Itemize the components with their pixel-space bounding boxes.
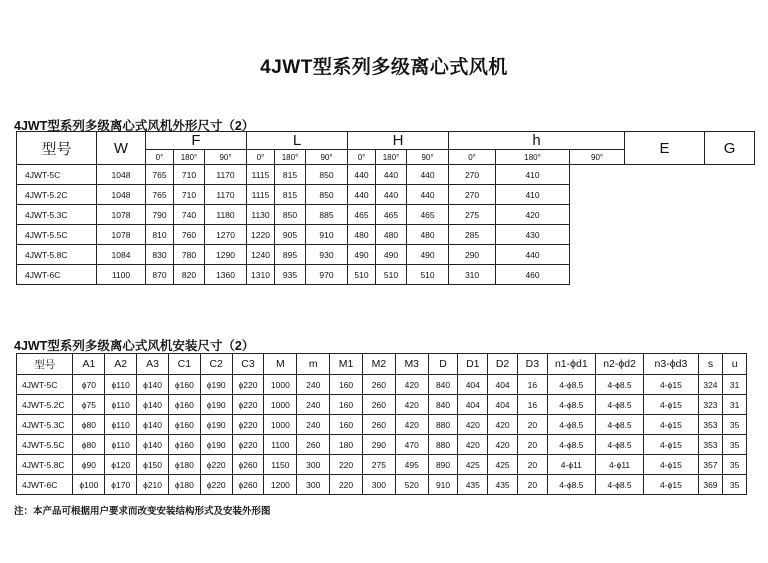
table-cell: 404 xyxy=(458,375,488,395)
table-cell: 420 xyxy=(395,375,428,395)
header-g: G xyxy=(705,132,755,165)
table-cell: 240 xyxy=(297,395,330,415)
table-cell: 465 xyxy=(348,205,376,225)
table-cell: 890 xyxy=(428,455,458,475)
table-cell: 290 xyxy=(449,245,496,265)
table-cell: 404 xyxy=(458,395,488,415)
table-cell: 430 xyxy=(496,225,570,245)
table-cell: 4-ϕ15 xyxy=(644,415,698,435)
table-cell: ϕ110 xyxy=(105,395,137,415)
table-cell: 420 xyxy=(395,415,428,435)
table-cell: 870 xyxy=(146,265,174,285)
table-cell: 4-ϕ8.5 xyxy=(595,435,643,455)
table-cell: ϕ180 xyxy=(168,475,200,495)
table-cell: ϕ220 xyxy=(232,415,264,435)
table-row xyxy=(17,375,747,395)
table-cell: 1240 xyxy=(247,245,275,265)
table-cell: 1170 xyxy=(205,165,247,185)
table-cell: ϕ220 xyxy=(200,455,232,475)
table-cell: 4-ϕ8.5 xyxy=(547,475,595,495)
table-cell: 4-ϕ8.5 xyxy=(595,395,643,415)
table-cell: ϕ140 xyxy=(137,415,169,435)
angle-label: 90° xyxy=(306,150,348,165)
table-cell: 440 xyxy=(376,165,407,185)
footnote: 注：本产品可根据用户要求而改变安装结构形式及安装外形图 xyxy=(14,506,271,517)
table-cell: 760 xyxy=(174,225,205,245)
table-cell: 35 xyxy=(723,475,747,495)
table-cell: 480 xyxy=(348,225,376,245)
table-cell: ϕ80 xyxy=(73,435,105,455)
installation-header-row xyxy=(17,354,747,375)
angle-label: 0° xyxy=(348,150,376,165)
angle-label: 90° xyxy=(205,150,247,165)
table-cell: 520 xyxy=(395,475,428,495)
table-cell: 420 xyxy=(458,435,488,455)
table-cell: 31 xyxy=(723,375,747,395)
table-cell: ϕ220 xyxy=(232,435,264,455)
column-header: C1 xyxy=(168,354,200,375)
table-cell: 930 xyxy=(306,245,348,265)
table-cell: 324 xyxy=(698,375,723,395)
table-cell: 4-ϕ15 xyxy=(644,475,698,495)
table-cell: 465 xyxy=(407,205,449,225)
table-cell: ϕ140 xyxy=(137,435,169,455)
table-row xyxy=(17,245,755,265)
table-cell: 420 xyxy=(458,415,488,435)
table-cell: 270 xyxy=(449,165,496,185)
table-cell: 4-ϕ15 xyxy=(644,435,698,455)
table-cell: 510 xyxy=(348,265,376,285)
table2-caption: 4JWT型系列多级离心式风机安装尺寸（2） xyxy=(14,339,255,353)
column-header: A1 xyxy=(73,354,105,375)
model-cell: 4JWT-5C xyxy=(17,375,73,395)
table-cell: 880 xyxy=(428,435,458,455)
model-cell: 4JWT-5.3C xyxy=(17,205,97,225)
table-row xyxy=(17,265,755,285)
table-cell: 495 xyxy=(395,455,428,475)
table-cell: ϕ90 xyxy=(73,455,105,475)
table-row xyxy=(17,475,747,495)
table-cell: 850 xyxy=(306,185,348,205)
table-cell: 410 xyxy=(496,185,570,205)
column-header: A3 xyxy=(137,354,169,375)
table-cell: 20 xyxy=(517,415,547,435)
table-cell: 180 xyxy=(330,435,363,455)
table-cell: ϕ220 xyxy=(232,395,264,415)
table-cell: 260 xyxy=(362,415,395,435)
table-cell: 1100 xyxy=(97,265,146,285)
model-cell: 4JWT-6C xyxy=(17,265,97,285)
header-l: L xyxy=(247,132,348,150)
angle-label: 180° xyxy=(496,150,570,165)
table-cell: 31 xyxy=(723,395,747,415)
table-cell: ϕ160 xyxy=(168,375,200,395)
table-cell: 260 xyxy=(362,395,395,415)
table-cell: 4-ϕ11 xyxy=(595,455,643,475)
table-cell: 1000 xyxy=(264,375,297,395)
column-header: D1 xyxy=(458,354,488,375)
model-cell: 4JWT-5.8C xyxy=(17,455,73,475)
table-cell: 425 xyxy=(488,455,518,475)
table-cell: ϕ150 xyxy=(137,455,169,475)
table-cell: 420 xyxy=(488,415,518,435)
table-row xyxy=(17,435,747,455)
table-cell: ϕ75 xyxy=(73,395,105,415)
table-cell: 435 xyxy=(458,475,488,495)
column-header: s xyxy=(698,354,723,375)
table-cell: 740 xyxy=(174,205,205,225)
table-cell: 440 xyxy=(376,185,407,205)
table-cell: 1078 xyxy=(97,205,146,225)
table-cell: 160 xyxy=(330,415,363,435)
table-cell: 300 xyxy=(362,475,395,495)
model-cell: 4JWT-5C xyxy=(17,165,97,185)
table-cell: 840 xyxy=(428,375,458,395)
table-cell: 820 xyxy=(174,265,205,285)
table-cell: 35 xyxy=(723,455,747,475)
table-cell: 1000 xyxy=(264,395,297,415)
table-cell: 425 xyxy=(458,455,488,475)
table-cell: 357 xyxy=(698,455,723,475)
table-cell: 240 xyxy=(297,415,330,435)
column-header: M2 xyxy=(362,354,395,375)
model-cell: 4JWT-5.3C xyxy=(17,415,73,435)
angle-label: 90° xyxy=(570,150,625,165)
table-cell: 850 xyxy=(306,165,348,185)
table-cell: 310 xyxy=(449,265,496,285)
table-cell: 220 xyxy=(330,455,363,475)
table-cell: 410 xyxy=(496,165,570,185)
column-header: C3 xyxy=(232,354,264,375)
column-header: A2 xyxy=(105,354,137,375)
table-cell: 1000 xyxy=(264,415,297,435)
table-cell: 20 xyxy=(517,455,547,475)
header-h-upper: H xyxy=(348,132,449,150)
table-row xyxy=(17,185,755,205)
table-cell: 4-ϕ15 xyxy=(644,455,698,475)
table-cell: ϕ110 xyxy=(105,415,137,435)
table-cell: 1048 xyxy=(97,165,146,185)
table-cell: 480 xyxy=(376,225,407,245)
table-cell: 1200 xyxy=(264,475,297,495)
header-h-lower: h xyxy=(449,132,625,150)
table-cell: 1115 xyxy=(247,165,275,185)
model-cell: 4JWT-5.5C xyxy=(17,435,73,455)
table-cell: ϕ160 xyxy=(168,395,200,415)
model-cell: 4JWT-5.5C xyxy=(17,225,97,245)
angle-label: 180° xyxy=(275,150,306,165)
table-cell: 275 xyxy=(362,455,395,475)
table-cell: 16 xyxy=(517,375,547,395)
model-cell: 4JWT-5.8C xyxy=(17,245,97,265)
header-f: F xyxy=(146,132,247,150)
table-cell: 460 xyxy=(496,265,570,285)
table-cell: 240 xyxy=(297,375,330,395)
table-cell: 970 xyxy=(306,265,348,285)
table-cell: ϕ180 xyxy=(168,455,200,475)
table-cell: 1100 xyxy=(264,435,297,455)
table-cell: 275 xyxy=(449,205,496,225)
table-cell: 270 xyxy=(449,185,496,205)
table-cell: ϕ80 xyxy=(73,415,105,435)
table-cell: ϕ110 xyxy=(105,435,137,455)
table-cell: 510 xyxy=(376,265,407,285)
table-cell: 1170 xyxy=(205,185,247,205)
table-cell: ϕ190 xyxy=(200,435,232,455)
angle-label: 0° xyxy=(146,150,174,165)
column-header: M xyxy=(264,354,297,375)
table-cell: 905 xyxy=(275,225,306,245)
table-cell: 160 xyxy=(330,375,363,395)
table-cell: 810 xyxy=(146,225,174,245)
column-header: D3 xyxy=(517,354,547,375)
table-cell: 1270 xyxy=(205,225,247,245)
table-cell: ϕ140 xyxy=(137,395,169,415)
outline-dimensions-table xyxy=(16,131,755,285)
table-cell: ϕ260 xyxy=(232,475,264,495)
table-row xyxy=(17,455,747,475)
table-cell: 4-ϕ8.5 xyxy=(595,375,643,395)
table-row xyxy=(17,225,755,245)
table-cell: 160 xyxy=(330,395,363,415)
table-cell: 20 xyxy=(517,475,547,495)
header-w: W xyxy=(97,132,146,165)
table-cell: 300 xyxy=(297,455,330,475)
table-cell: 4-ϕ8.5 xyxy=(547,435,595,455)
table-cell: 220 xyxy=(330,475,363,495)
table-cell: 404 xyxy=(488,395,518,415)
table-cell: 4-ϕ8.5 xyxy=(547,395,595,415)
table-cell: 1220 xyxy=(247,225,275,245)
table-cell: ϕ220 xyxy=(232,375,264,395)
table-row xyxy=(17,165,755,185)
table-cell: 4-ϕ15 xyxy=(644,375,698,395)
table-cell: ϕ190 xyxy=(200,395,232,415)
table-cell: 300 xyxy=(297,475,330,495)
table-cell: 440 xyxy=(407,185,449,205)
table-cell: ϕ190 xyxy=(200,415,232,435)
table-cell: ϕ110 xyxy=(105,375,137,395)
column-header: M1 xyxy=(330,354,363,375)
column-header: n1-ϕd1 xyxy=(547,354,595,375)
table-cell: 1115 xyxy=(247,185,275,205)
table-cell: 885 xyxy=(306,205,348,225)
table-cell: ϕ160 xyxy=(168,435,200,455)
table-cell: 35 xyxy=(723,415,747,435)
column-header: M3 xyxy=(395,354,428,375)
table-cell: 465 xyxy=(376,205,407,225)
table-cell: 830 xyxy=(146,245,174,265)
table-cell: 480 xyxy=(407,225,449,245)
table-cell: 840 xyxy=(428,395,458,415)
angle-label: 0° xyxy=(247,150,275,165)
angle-label: 90° xyxy=(407,150,449,165)
table-cell: 35 xyxy=(723,435,747,455)
column-header: m xyxy=(297,354,330,375)
table-cell: 815 xyxy=(275,185,306,205)
angle-label: 0° xyxy=(449,150,496,165)
table-cell: 369 xyxy=(698,475,723,495)
table-cell: ϕ190 xyxy=(200,375,232,395)
table-cell: 285 xyxy=(449,225,496,245)
table-cell: 440 xyxy=(348,185,376,205)
angle-label: 180° xyxy=(376,150,407,165)
table-cell: 510 xyxy=(407,265,449,285)
table-cell: 710 xyxy=(174,185,205,205)
table-cell: ϕ160 xyxy=(168,415,200,435)
table-cell: 353 xyxy=(698,415,723,435)
table-cell: 1310 xyxy=(247,265,275,285)
table-cell: ϕ70 xyxy=(73,375,105,395)
table-cell: 260 xyxy=(362,375,395,395)
column-header: 型号 xyxy=(17,354,73,375)
model-cell: 4JWT-5.2C xyxy=(17,185,97,205)
outline-dimensions-body xyxy=(17,165,755,285)
page-title: 4JWT型系列多级离心式风机 xyxy=(260,57,508,78)
table-cell: 1130 xyxy=(247,205,275,225)
table-cell: 910 xyxy=(428,475,458,495)
table-cell: 440 xyxy=(348,165,376,185)
model-cell: 4JWT-5.2C xyxy=(17,395,73,415)
table-cell: ϕ210 xyxy=(137,475,169,495)
table-cell: 4-ϕ8.5 xyxy=(547,415,595,435)
table-cell: 290 xyxy=(362,435,395,455)
table-cell: 420 xyxy=(496,205,570,225)
table-cell: 420 xyxy=(488,435,518,455)
table-cell: 765 xyxy=(146,165,174,185)
table-cell: 4-ϕ8.5 xyxy=(595,475,643,495)
table1-caption: 4JWT型系列多级离心式风机外形尺寸（2） xyxy=(14,119,255,133)
table-cell: 420 xyxy=(395,395,428,415)
table-row xyxy=(17,205,755,225)
table-cell: 20 xyxy=(517,435,547,455)
model-cell: 4JWT-6C xyxy=(17,475,73,495)
table-cell: 1290 xyxy=(205,245,247,265)
column-header: n3-ϕd3 xyxy=(644,354,698,375)
table-cell: 1180 xyxy=(205,205,247,225)
table-cell: 765 xyxy=(146,185,174,205)
table-cell: 404 xyxy=(488,375,518,395)
installation-dimensions-table xyxy=(16,353,747,495)
table-cell: 470 xyxy=(395,435,428,455)
table-cell: ϕ140 xyxy=(137,375,169,395)
table-cell: 710 xyxy=(174,165,205,185)
table-cell: 1084 xyxy=(97,245,146,265)
table-cell: 1360 xyxy=(205,265,247,285)
table-cell: ϕ220 xyxy=(200,475,232,495)
column-header: D2 xyxy=(488,354,518,375)
table-cell: 4-ϕ11 xyxy=(547,455,595,475)
column-header: D xyxy=(428,354,458,375)
column-header: n2-ϕd2 xyxy=(595,354,643,375)
installation-dimensions-body xyxy=(17,375,747,495)
table-cell: 16 xyxy=(517,395,547,415)
table-cell: 895 xyxy=(275,245,306,265)
table-cell: 490 xyxy=(407,245,449,265)
header-model: 型号 xyxy=(17,132,97,165)
table-cell: 440 xyxy=(496,245,570,265)
table-cell: 1048 xyxy=(97,185,146,205)
table-cell: 1078 xyxy=(97,225,146,245)
table-cell: 260 xyxy=(297,435,330,455)
table-cell: 780 xyxy=(174,245,205,265)
table-cell: 353 xyxy=(698,435,723,455)
table-cell: 440 xyxy=(407,165,449,185)
angle-label: 180° xyxy=(174,150,205,165)
table-cell: ϕ100 xyxy=(73,475,105,495)
table-cell: 790 xyxy=(146,205,174,225)
table-row xyxy=(17,415,747,435)
table-cell: 910 xyxy=(306,225,348,245)
table-cell: 4-ϕ8.5 xyxy=(547,375,595,395)
column-header: u xyxy=(723,354,747,375)
table-cell: ϕ170 xyxy=(105,475,137,495)
table-cell: 935 xyxy=(275,265,306,285)
table-cell: 880 xyxy=(428,415,458,435)
table-cell: 815 xyxy=(275,165,306,185)
table-cell: 435 xyxy=(488,475,518,495)
table-row xyxy=(17,395,747,415)
table-cell: 490 xyxy=(348,245,376,265)
table-cell: ϕ260 xyxy=(232,455,264,475)
table-cell: 490 xyxy=(376,245,407,265)
table-cell: 323 xyxy=(698,395,723,415)
table-cell: 850 xyxy=(275,205,306,225)
table-cell: 4-ϕ15 xyxy=(644,395,698,415)
table-cell: 1150 xyxy=(264,455,297,475)
table-cell: ϕ120 xyxy=(105,455,137,475)
table-cell: 4-ϕ8.5 xyxy=(595,415,643,435)
column-header: C2 xyxy=(200,354,232,375)
header-e: E xyxy=(625,132,705,165)
